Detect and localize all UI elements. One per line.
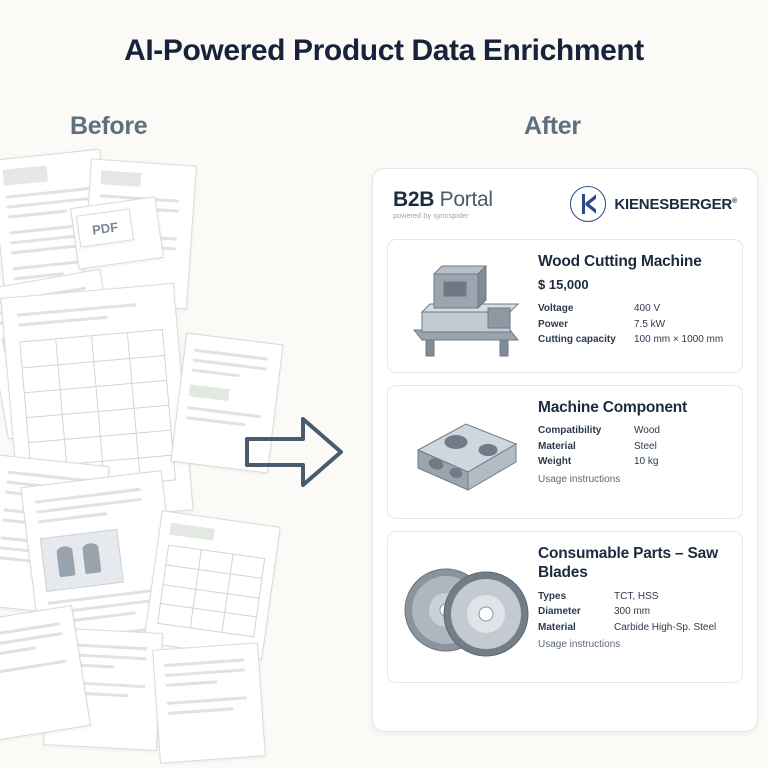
brand-name-light: Portal xyxy=(434,187,493,211)
brand-subtitle: powered by syncspider xyxy=(393,212,469,220)
spec-key: Types xyxy=(538,590,567,602)
brochure-photo xyxy=(40,529,124,592)
portal-brand xyxy=(393,189,493,220)
product-card[interactable] xyxy=(387,531,743,683)
product-title: Wood Cutting Machine xyxy=(538,253,702,270)
document-sheet-table xyxy=(143,510,280,659)
arrow-right-icon xyxy=(245,413,345,496)
product-info xyxy=(532,544,730,670)
product-title: Machine Component xyxy=(538,399,688,416)
spec-value: Wood xyxy=(634,425,660,437)
pdf-badge: PDF xyxy=(76,208,134,247)
portal-header xyxy=(373,169,757,239)
wood-cutting-machine-image xyxy=(400,252,532,360)
spec-key: Diameter xyxy=(538,606,581,618)
product-title: Consumable Parts – Saw Blades xyxy=(538,545,718,582)
product-info xyxy=(532,398,730,506)
product-card[interactable] xyxy=(387,385,743,519)
product-info xyxy=(532,252,730,360)
saw-blades-image xyxy=(400,544,532,670)
b2b-portal-card xyxy=(372,168,758,732)
spec-key: Material xyxy=(538,621,576,633)
table-grid xyxy=(157,545,265,638)
spec-row xyxy=(538,604,730,620)
company-brand xyxy=(570,186,737,222)
spec-value: TCT, HSS xyxy=(614,590,659,602)
product-price: $ 15,000 xyxy=(538,277,589,293)
spec-row xyxy=(538,423,730,439)
spec-key: Power xyxy=(538,318,569,330)
label-after: After xyxy=(524,112,581,140)
brand-name-bold: B2B xyxy=(393,187,435,211)
spec-row xyxy=(538,332,730,348)
spec-row xyxy=(538,589,730,605)
usage-instructions-link[interactable]: Usage instructions xyxy=(538,473,621,485)
label-before: Before xyxy=(70,112,148,140)
company-name: KIENESBERGER xyxy=(614,195,733,213)
spec-key: Compatibility xyxy=(538,425,602,437)
product-card[interactable] xyxy=(387,239,743,373)
spec-value: Steel xyxy=(634,440,657,452)
page-title: AI-Powered Product Data Enrichment xyxy=(124,34,644,67)
usage-instructions-link[interactable]: Usage instructions xyxy=(538,639,621,651)
spec-key: Material xyxy=(538,440,576,452)
machine-component-image xyxy=(400,398,532,506)
spec-row xyxy=(538,317,730,333)
spec-key: Weight xyxy=(538,456,572,468)
spec-value: Carbide High-Sp. Steel xyxy=(614,621,717,633)
spec-row xyxy=(538,301,730,317)
spec-key: Cutting capacity xyxy=(538,334,616,346)
spec-row xyxy=(538,454,730,470)
spec-value: 10 kg xyxy=(634,456,659,468)
spec-row xyxy=(538,620,730,636)
registered-mark: ® xyxy=(732,197,737,205)
spec-value: 400 V xyxy=(634,303,661,315)
spec-value: 100 mm × 1000 mm xyxy=(634,334,724,346)
kienesberger-k-icon xyxy=(570,186,606,222)
spec-key: Voltage xyxy=(538,303,574,315)
document-sheet xyxy=(152,642,266,763)
spec-value: 7.5 kW xyxy=(634,318,666,330)
spec-value: 300 mm xyxy=(614,606,651,618)
spec-row xyxy=(538,439,730,455)
